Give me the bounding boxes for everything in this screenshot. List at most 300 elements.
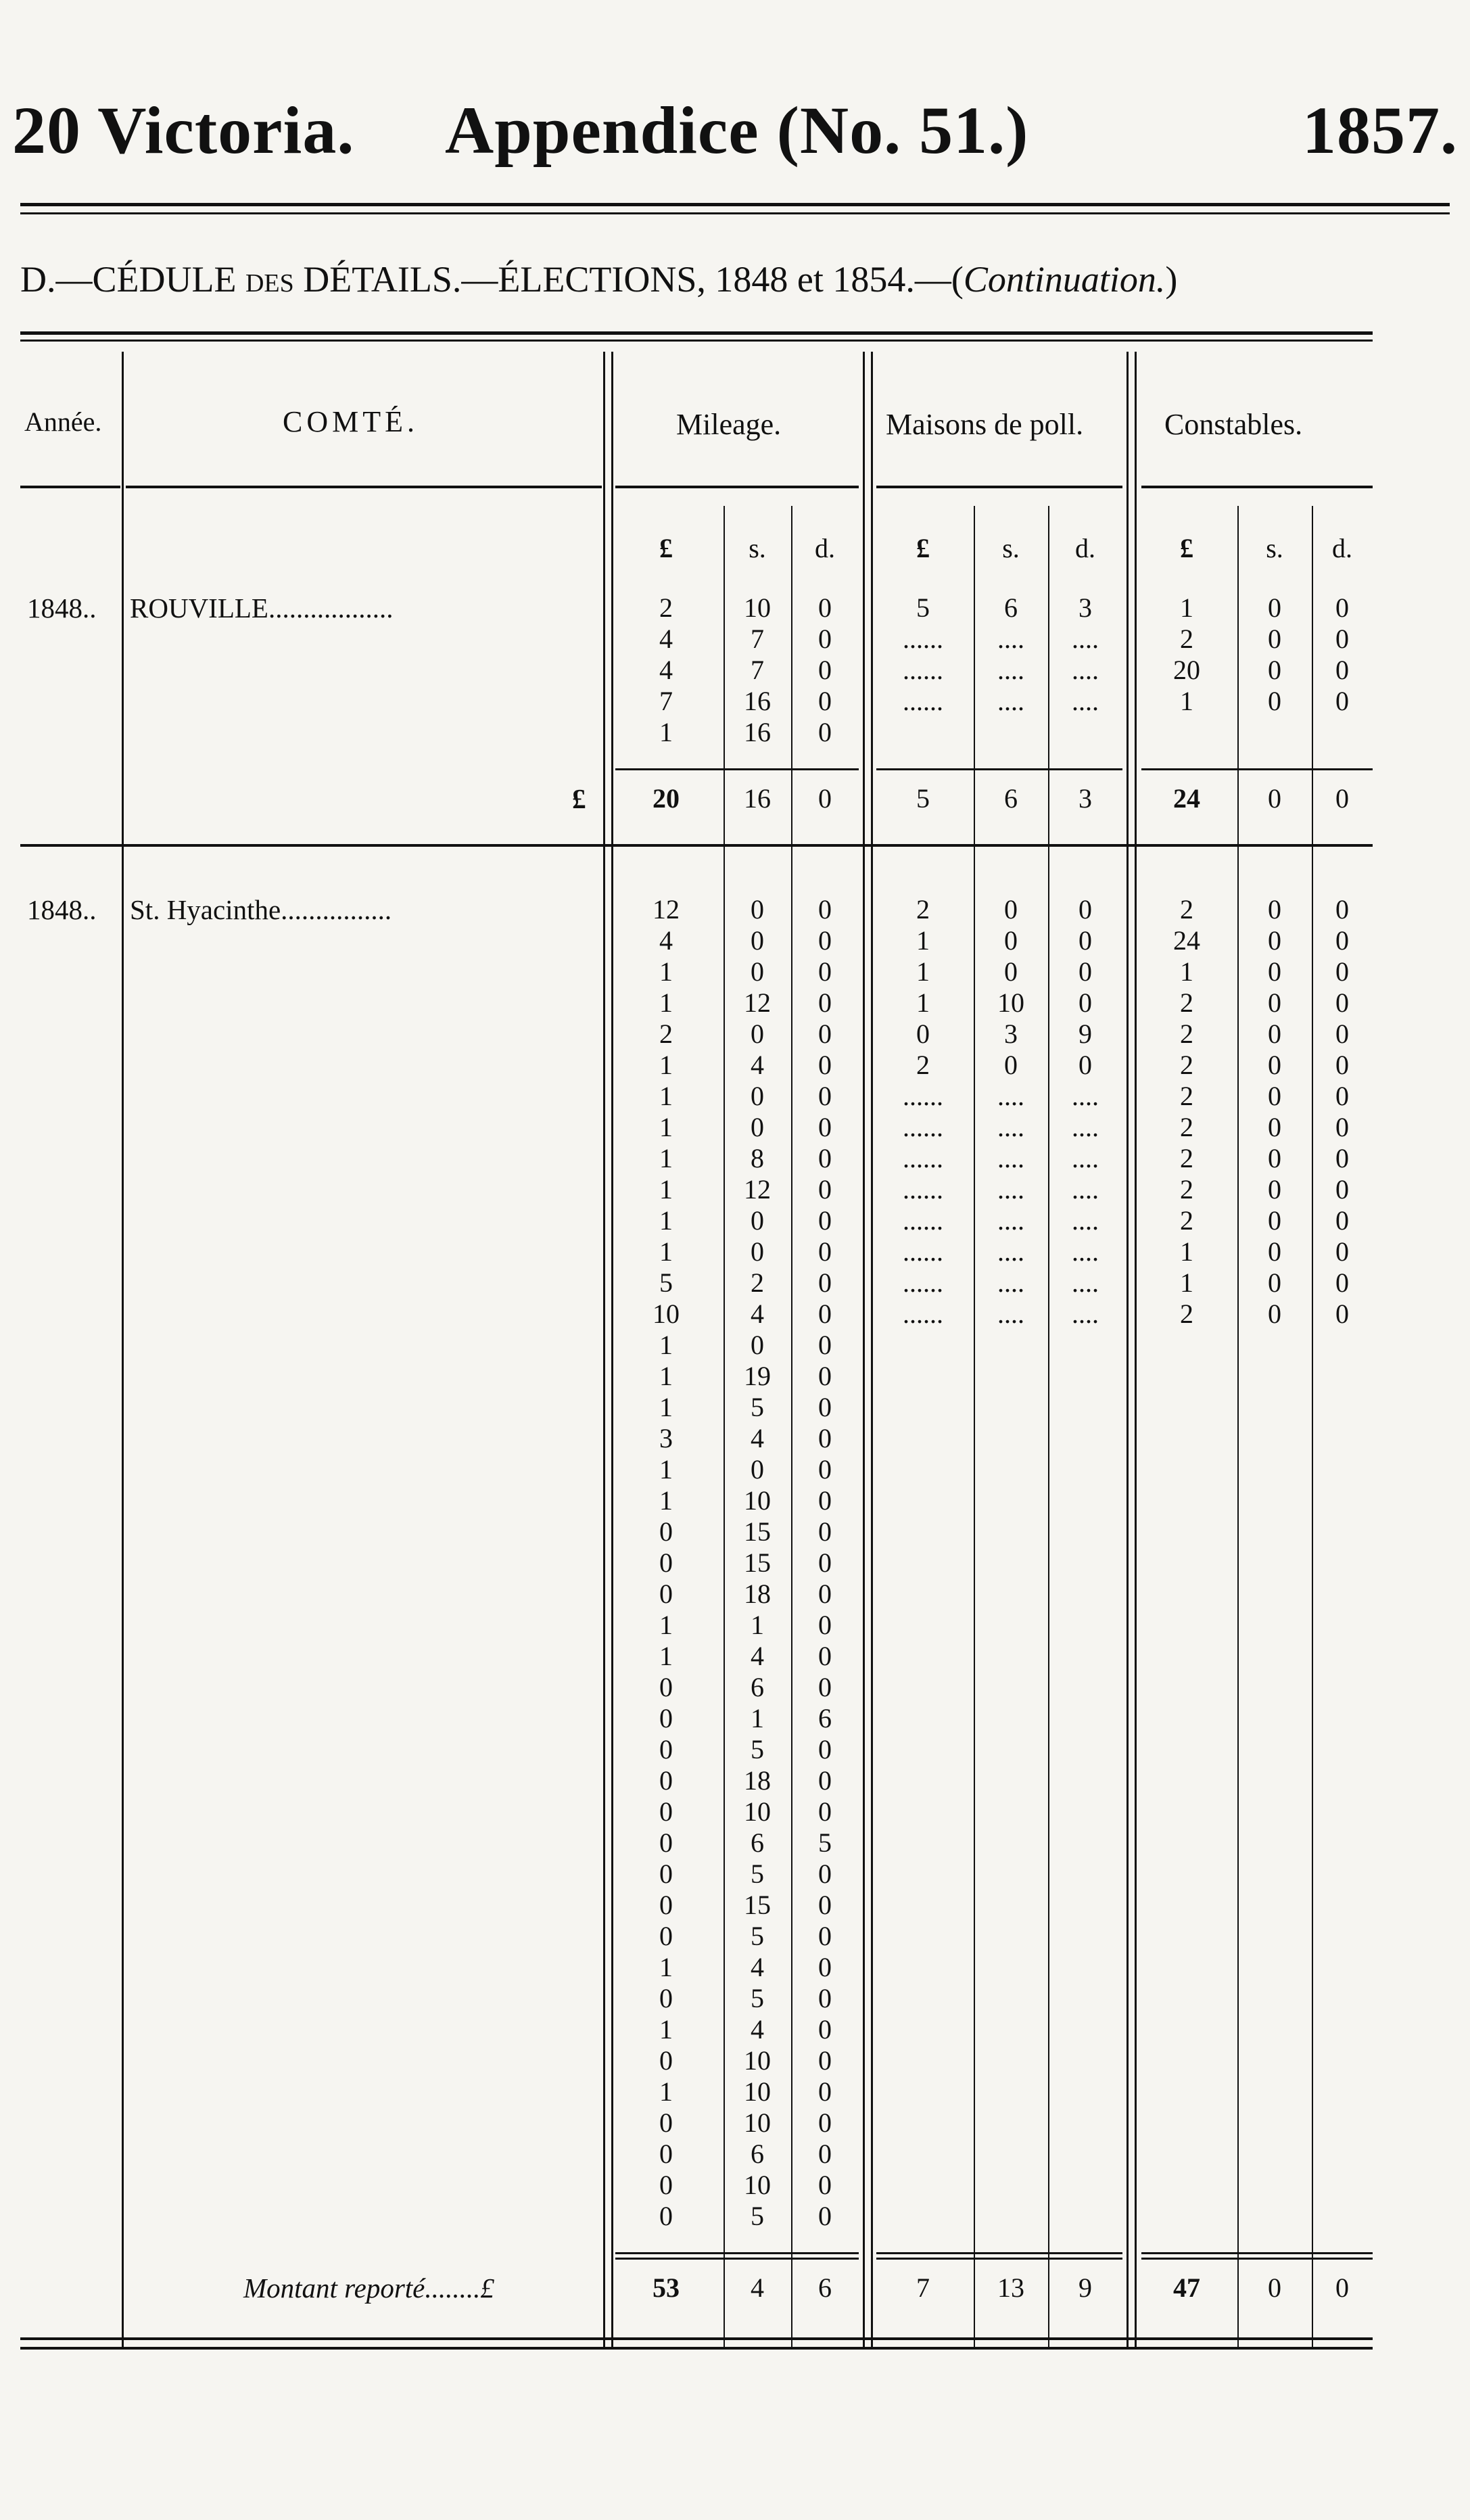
entry-1-12-8: 0 [1335,1267,1349,1298]
entry-1-7-1: 0 [751,1112,764,1142]
entry-1-37-1: 10 [744,2045,771,2076]
entry-1-39-1: 10 [744,2107,771,2138]
entry-1-38-0: 1 [659,2076,673,2107]
section-county-0: ROUVILLE.................. [130,592,394,624]
entry-1-20-0: 0 [659,1516,673,1547]
entry-1-9-0: 1 [659,1174,673,1205]
entry-0-3-8: 0 [1335,686,1349,716]
entry-1-3-5: 0 [1078,987,1092,1018]
section-year-0: 1848.. [27,592,97,624]
entry-0-3-3: ...... [903,686,943,716]
entry-1-13-7: 0 [1268,1299,1281,1329]
total-0-4: 6 [1004,783,1018,814]
entry-1-8-1: 8 [751,1143,764,1173]
entry-1-27-1: 5 [751,1734,764,1765]
schedule-title-suffix: ) [1165,259,1178,300]
entry-1-5-8: 0 [1335,1050,1349,1080]
unit-label-1: s. [749,533,766,563]
entry-1-20-2: 0 [818,1516,832,1547]
entry-1-35-1: 5 [751,1983,764,2013]
entry-1-24-2: 0 [818,1641,832,1671]
entry-1-9-7: 0 [1268,1174,1281,1205]
entry-1-6-1: 0 [751,1081,764,1111]
subtotal-rule-0-1 [876,768,1122,770]
entry-1-18-1: 0 [751,1454,764,1485]
entry-1-12-7: 0 [1268,1267,1281,1298]
entry-1-29-0: 0 [659,1796,673,1827]
entry-1-8-8: 0 [1335,1143,1349,1173]
header-underline-1 [126,486,602,488]
subtotal-rule2-1-0 [615,2252,859,2254]
entry-1-4-4: 3 [1004,1019,1018,1049]
total-1-5: 9 [1078,2272,1092,2303]
entry-1-23-1: 1 [751,1610,764,1640]
entry-1-6-7: 0 [1268,1081,1281,1111]
header-year: 1857. [1302,93,1458,168]
total-1-4: 13 [997,2272,1024,2303]
entry-1-6-6: 2 [1180,1081,1193,1111]
entry-1-17-1: 4 [751,1423,764,1453]
entry-1-12-3: ...... [903,1267,943,1298]
entry-0-0-6: 1 [1180,592,1193,623]
total-1-2: 6 [818,2272,832,2303]
entry-1-27-2: 0 [818,1734,832,1765]
unit-label-2: d. [815,533,835,563]
entry-0-0-2: 0 [818,592,832,623]
entry-1-27-0: 0 [659,1734,673,1765]
entry-1-22-2: 0 [818,1579,832,1609]
col-divider-maisons-a [1127,352,1129,2347]
entry-1-35-2: 0 [818,1983,832,2013]
header-underline-3 [876,486,1122,488]
entry-1-13-4: .... [997,1299,1024,1329]
entry-1-10-0: 1 [659,1205,673,1236]
entry-0-1-8: 0 [1335,624,1349,654]
entry-1-6-0: 1 [659,1081,673,1111]
entry-1-2-2: 0 [818,956,832,987]
entry-1-5-1: 4 [751,1050,764,1080]
section-rule-1 [20,2337,1373,2340]
entry-1-2-3: 1 [916,956,930,987]
entry-1-28-1: 18 [744,1765,771,1796]
entry-1-21-0: 0 [659,1547,673,1578]
unit-label-0: £ [659,533,673,563]
entry-0-2-8: 0 [1335,655,1349,685]
entry-1-9-2: 0 [818,1174,832,1205]
entry-1-7-3: ...... [903,1112,943,1142]
entry-1-5-7: 0 [1268,1050,1281,1080]
entry-1-11-0: 1 [659,1236,673,1267]
section-total-label-1: Montant reporté........£ [243,2272,494,2304]
header-underline-0 [20,486,120,488]
entry-1-15-2: 0 [818,1361,832,1391]
entry-1-1-0: 4 [659,925,673,956]
total-0-0: 20 [653,783,680,814]
entry-1-1-6: 24 [1173,925,1200,956]
section-total-label-0: £ [572,783,586,814]
section-year-1: 1848.. [27,894,97,925]
entry-1-19-2: 0 [818,1485,832,1516]
entry-1-11-2: 0 [818,1236,832,1267]
total-0-2: 0 [818,783,832,814]
entry-1-12-2: 0 [818,1267,832,1298]
entry-1-25-1: 6 [751,1672,764,1702]
header-underline-4 [1141,486,1373,488]
entry-1-5-3: 2 [916,1050,930,1080]
entry-1-3-0: 1 [659,987,673,1018]
unit-label-6: £ [1180,533,1193,563]
entry-1-16-2: 0 [818,1392,832,1422]
total-1-0: 53 [653,2272,680,2303]
entry-1-25-0: 0 [659,1672,673,1702]
entry-1-10-1: 0 [751,1205,764,1236]
entry-1-2-7: 0 [1268,956,1281,987]
entry-0-2-2: 0 [818,655,832,685]
entry-1-10-5: .... [1072,1205,1099,1236]
total-0-1: 16 [744,783,771,814]
entry-1-8-4: .... [997,1143,1024,1173]
entry-1-10-7: 0 [1268,1205,1281,1236]
entry-1-19-1: 10 [744,1485,771,1516]
header-annee: Année. [24,406,102,437]
entry-1-1-7: 0 [1268,925,1281,956]
entry-1-30-1: 6 [751,1827,764,1858]
entry-1-17-2: 0 [818,1423,832,1453]
table-rule-top [20,331,1373,335]
entry-1-6-3: ...... [903,1081,943,1111]
entry-1-28-0: 0 [659,1765,673,1796]
total-1-8: 0 [1335,2272,1349,2303]
entry-1-33-2: 0 [818,1921,832,1951]
header-comte: COMTÉ. [283,405,419,438]
entry-1-0-3: 2 [916,894,930,925]
entry-1-0-0: 12 [653,894,680,925]
entry-1-13-0: 10 [653,1299,680,1329]
subtotal-rule-0-0 [615,768,859,770]
entry-1-12-1: 2 [751,1267,764,1298]
entry-0-3-5: .... [1072,686,1099,716]
total-1-1: 4 [751,2272,764,2303]
subtotal-rule-1-2 [1141,2258,1373,2260]
entry-1-34-1: 4 [751,1952,764,1982]
entry-1-41-1: 10 [744,2170,771,2200]
entry-1-33-0: 0 [659,1921,673,1951]
entry-1-0-8: 0 [1335,894,1349,925]
entry-1-25-2: 0 [818,1672,832,1702]
entry-1-12-5: .... [1072,1267,1099,1298]
entry-1-15-0: 1 [659,1361,673,1391]
entry-1-26-2: 6 [818,1703,832,1733]
total-0-8: 0 [1335,783,1349,814]
col-divider-constables-s [1237,506,1239,2347]
entry-0-0-1: 10 [744,592,771,623]
entry-1-5-4: 0 [1004,1050,1018,1080]
entry-1-9-1: 12 [744,1174,771,1205]
entry-0-3-7: 0 [1268,686,1281,716]
entry-1-9-5: .... [1072,1174,1099,1205]
entry-1-42-0: 0 [659,2201,673,2231]
entry-0-1-1: 7 [751,624,764,654]
entry-1-21-2: 0 [818,1547,832,1578]
entry-1-13-8: 0 [1335,1299,1349,1329]
entry-1-4-3: 0 [916,1019,930,1049]
unit-label-5: d. [1075,533,1095,563]
entry-0-3-4: .... [997,686,1024,716]
entry-1-34-0: 1 [659,1952,673,1982]
entry-1-11-5: .... [1072,1236,1099,1267]
entry-1-42-1: 5 [751,2201,764,2231]
entry-1-40-1: 6 [751,2139,764,2169]
entry-1-0-2: 0 [818,894,832,925]
entry-1-4-5: 9 [1078,1019,1092,1049]
entry-1-8-5: .... [1072,1143,1099,1173]
entry-1-7-5: .... [1072,1112,1099,1142]
entry-1-6-8: 0 [1335,1081,1349,1111]
unit-label-7: s. [1266,533,1283,563]
entry-1-26-0: 0 [659,1703,673,1733]
entry-1-2-8: 0 [1335,956,1349,987]
entry-1-7-6: 2 [1180,1112,1193,1142]
entry-0-0-7: 0 [1268,592,1281,623]
entry-0-1-3: ...... [903,624,943,654]
entry-0-1-5: .... [1072,624,1099,654]
subtotal-rule-0-2 [1141,768,1373,770]
entry-1-38-1: 10 [744,2076,771,2107]
entry-1-38-2: 0 [818,2076,832,2107]
subtotal-rule-1-1 [876,2258,1122,2260]
entry-1-10-2: 0 [818,1205,832,1236]
entry-1-28-2: 0 [818,1765,832,1796]
entry-1-13-1: 4 [751,1299,764,1329]
entry-1-37-2: 0 [818,2045,832,2076]
entry-1-11-4: .... [997,1236,1024,1267]
entry-1-3-4: 10 [997,987,1024,1018]
entry-0-0-5: 3 [1078,592,1092,623]
entry-1-1-1: 0 [751,925,764,956]
entry-1-11-1: 0 [751,1236,764,1267]
col-divider-year [122,352,124,2347]
entry-1-5-5: 0 [1078,1050,1092,1080]
entry-1-29-1: 10 [744,1796,771,1827]
entry-1-1-2: 0 [818,925,832,956]
entry-1-3-8: 0 [1335,987,1349,1018]
entry-0-2-7: 0 [1268,655,1281,685]
section-rule-0 [20,844,1373,847]
entry-0-4-0: 1 [659,717,673,747]
entry-1-41-2: 0 [818,2170,832,2200]
entry-1-11-3: ...... [903,1236,943,1267]
entry-0-2-0: 4 [659,655,673,685]
schedule-title-prefix: D.—CÉDULE [20,259,237,300]
entry-1-1-8: 0 [1335,925,1349,956]
header-regnal-year: 20 Victoria. [12,93,355,168]
entry-1-8-2: 0 [818,1143,832,1173]
entry-0-3-1: 16 [744,686,771,716]
entry-1-4-1: 0 [751,1019,764,1049]
entry-1-1-4: 0 [1004,925,1018,956]
entry-1-0-4: 0 [1004,894,1018,925]
entry-1-9-8: 0 [1335,1174,1349,1205]
entry-1-40-0: 0 [659,2139,673,2169]
entry-1-7-4: .... [997,1112,1024,1142]
entry-1-34-2: 0 [818,1952,832,1982]
entry-1-11-6: 1 [1180,1236,1193,1267]
entry-1-36-1: 4 [751,2014,764,2045]
entry-1-37-0: 0 [659,2045,673,2076]
entry-1-16-0: 1 [659,1392,673,1422]
entry-1-2-5: 0 [1078,956,1092,987]
entry-1-35-0: 0 [659,1983,673,2013]
entry-1-0-1: 0 [751,894,764,925]
entry-1-5-6: 2 [1180,1050,1193,1080]
entry-1-13-3: ...... [903,1299,943,1329]
entry-1-36-0: 1 [659,2014,673,2045]
entry-1-5-0: 1 [659,1050,673,1080]
entry-0-2-3: ...... [903,655,943,685]
unit-label-4: s. [1002,533,1020,563]
entry-1-29-2: 0 [818,1796,832,1827]
entry-1-22-1: 18 [744,1579,771,1609]
entry-1-2-4: 0 [1004,956,1018,987]
entry-1-19-0: 1 [659,1485,673,1516]
header-underline-2 [615,486,859,488]
entry-0-1-6: 2 [1180,624,1193,654]
entry-1-3-3: 1 [916,987,930,1018]
entry-1-39-2: 0 [818,2107,832,2138]
entry-1-4-2: 0 [818,1019,832,1049]
header-mileage: Mileage. [676,408,782,441]
entry-1-32-1: 15 [744,1890,771,1920]
entry-1-2-6: 1 [1180,956,1193,987]
entry-0-0-0: 2 [659,592,673,623]
entry-0-3-0: 7 [659,686,673,716]
entry-1-11-8: 0 [1335,1236,1349,1267]
entry-1-39-0: 0 [659,2107,673,2138]
entry-1-17-0: 3 [659,1423,673,1453]
entry-1-4-0: 2 [659,1019,673,1049]
entry-1-3-6: 2 [1180,987,1193,1018]
entry-1-32-2: 0 [818,1890,832,1920]
entry-1-12-0: 5 [659,1267,673,1298]
entry-1-13-6: 2 [1180,1299,1193,1329]
entry-0-2-5: .... [1072,655,1099,685]
schedule-title-small: DES [245,269,294,298]
unit-label-3: £ [916,533,930,563]
col-divider-county-a [603,352,605,2347]
entry-1-23-0: 1 [659,1610,673,1640]
entry-1-8-3: ...... [903,1143,943,1173]
entry-1-2-1: 0 [751,956,764,987]
entry-1-14-1: 0 [751,1330,764,1360]
subtotal-rule-1-0 [615,2258,859,2260]
entry-1-10-4: .... [997,1205,1024,1236]
total-0-3: 5 [916,783,930,814]
col-divider-maisons-d [1048,506,1049,2347]
entry-0-1-7: 0 [1268,624,1281,654]
entry-1-9-3: ...... [903,1174,943,1205]
entry-1-6-2: 0 [818,1081,832,1111]
total-0-6: 24 [1173,783,1200,814]
total-1-6: 47 [1173,2272,1200,2303]
entry-1-16-1: 5 [751,1392,764,1422]
entry-1-24-1: 4 [751,1641,764,1671]
total-1-7: 0 [1268,2272,1281,2303]
entry-0-1-2: 0 [818,624,832,654]
entry-1-3-7: 0 [1268,987,1281,1018]
entry-0-0-4: 6 [1004,592,1018,623]
col-divider-maisons-s [974,506,975,2347]
entry-1-12-6: 1 [1180,1267,1193,1298]
entry-1-13-2: 0 [818,1299,832,1329]
entry-1-33-1: 5 [751,1921,764,1951]
entry-0-0-8: 0 [1335,592,1349,623]
entry-1-22-0: 0 [659,1579,673,1609]
entry-1-6-4: .... [997,1081,1024,1111]
entry-1-21-1: 15 [744,1547,771,1578]
entry-1-13-5: .... [1072,1299,1099,1329]
schedule-title-main: DÉTAILS.—ÉLECTIONS, 1848 et 1854.—( [303,259,964,300]
entry-1-11-7: 0 [1268,1236,1281,1267]
entry-1-10-6: 2 [1180,1205,1193,1236]
entry-0-0-3: 5 [916,592,930,623]
entry-0-2-1: 7 [751,655,764,685]
entry-1-32-0: 0 [659,1890,673,1920]
entry-1-0-5: 0 [1078,894,1092,925]
entry-1-8-0: 1 [659,1143,673,1173]
entry-0-3-6: 1 [1180,686,1193,716]
entry-1-7-2: 0 [818,1112,832,1142]
entry-1-31-0: 0 [659,1859,673,1889]
entry-1-30-2: 5 [818,1827,832,1858]
section-county-1: St. Hyacinthe................ [130,894,392,925]
entry-1-1-5: 0 [1078,925,1092,956]
entry-1-40-2: 0 [818,2139,832,2169]
col-divider-constables-d [1312,506,1313,2347]
entry-1-31-1: 5 [751,1859,764,1889]
entry-1-9-4: .... [997,1174,1024,1205]
unit-label-8: d. [1332,533,1352,563]
entry-1-7-8: 0 [1335,1112,1349,1142]
entry-1-3-2: 0 [818,987,832,1018]
entry-1-18-2: 0 [818,1454,832,1485]
entry-1-10-8: 0 [1335,1205,1349,1236]
entry-1-3-1: 12 [744,987,771,1018]
entry-1-14-0: 1 [659,1330,673,1360]
entry-1-0-7: 0 [1268,894,1281,925]
subtotal-rule2-1-1 [876,2252,1122,2254]
total-0-5: 3 [1078,783,1092,814]
table-rule-bottom [20,2347,1373,2350]
entry-1-10-3: ...... [903,1205,943,1236]
entry-1-5-2: 0 [818,1050,832,1080]
entry-1-24-0: 1 [659,1641,673,1671]
entry-1-6-5: .... [1072,1081,1099,1111]
header-appendix-number: Appendice (No. 51.) [445,93,1029,168]
header-constables: Constables. [1164,408,1303,441]
total-1-3: 7 [916,2272,930,2303]
entry-1-12-4: .... [997,1267,1024,1298]
entry-1-26-1: 1 [751,1703,764,1733]
entry-1-4-8: 0 [1335,1019,1349,1049]
entry-1-1-3: 1 [916,925,930,956]
entry-1-20-1: 15 [744,1516,771,1547]
entry-0-4-1: 16 [744,717,771,747]
schedule-title-continuation: Continuation. [963,259,1166,300]
entry-1-36-2: 0 [818,2014,832,2045]
entry-1-7-0: 1 [659,1112,673,1142]
entry-0-3-2: 0 [818,686,832,716]
entry-0-1-0: 4 [659,624,673,654]
